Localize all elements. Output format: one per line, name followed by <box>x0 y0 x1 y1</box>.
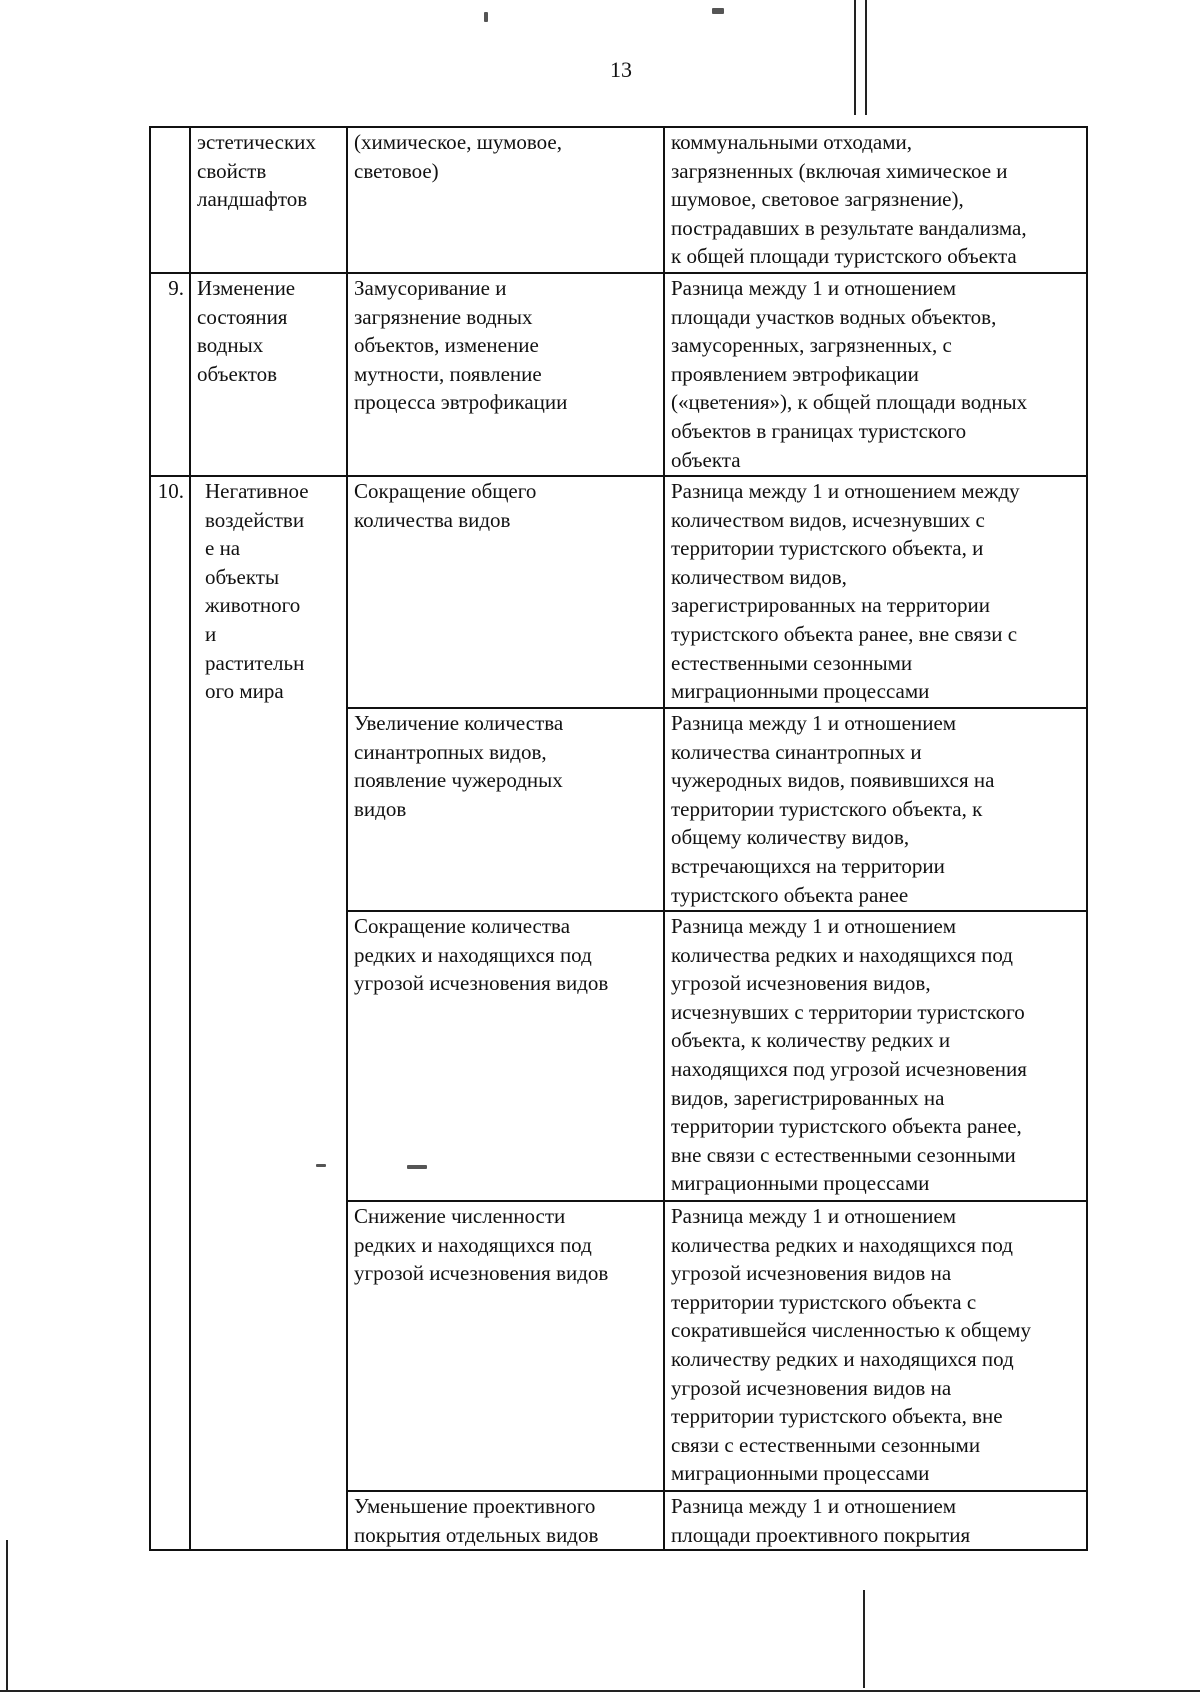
impact-type-text: Увеличение количества синантропных видов, появление чужеродных видов <box>354 711 564 821</box>
scan-speck <box>712 8 724 14</box>
table-row <box>150 273 1087 476</box>
scan-border-line <box>863 1590 865 1688</box>
impact-type-text: Снижение численности редких и находящихся под угрозой исчезновения видов <box>354 1204 609 1286</box>
table-row <box>150 476 1087 708</box>
impact-type-cell <box>347 1201 664 1491</box>
row-number-cell <box>150 476 190 1550</box>
indicator-cell <box>664 476 1087 708</box>
indicator-text: Разница между 1 и отношением количества редких и находящихся под угрозой исчезновения видов на территории туристского объекта с сократившейся численностью к общему количеству редких и находящихся под угрозой исчезновения видов на территории туристского объекта, вне связи с естественными сезонными миграционными процессами <box>671 1204 1031 1486</box>
impact-type-cell <box>347 476 664 708</box>
indicators-table <box>149 126 1088 1551</box>
indicator-cell <box>664 1201 1087 1491</box>
impact-type-text: Сокращение количества редких и находящихся под угрозой исчезновения видов <box>354 914 609 996</box>
row-number: 10. <box>157 479 184 503</box>
indicator-text: Разница между 1 и отношением площади проективного покрытия <box>671 1494 971 1547</box>
impact-object-text: Негативное воздействи е на объекты животного и раститeльн ого мира <box>205 479 309 704</box>
impact-type-text: (химическое, шумовое, световое) <box>354 130 562 183</box>
indicator-cell <box>664 127 1087 273</box>
indicator-text: Разница между 1 и отношением количества редких и находящихся под угрозой исчезновения видов, исчезнувших с территории туристского объекта, к количеству редких и находящихся под угрозой исчезновения видов, зарегистрированных на территории туристского объекта ранее, вне связи с естественными сезонными миграционными процессами <box>671 914 1027 1196</box>
impact-type-text: Сокращение общего количества видов <box>354 479 537 532</box>
page-number: 13 <box>610 57 632 82</box>
scan-speck <box>484 12 488 22</box>
indicator-text: Разница между 1 и отношением площади участков водных объектов, замусоренных, загрязненных, с проявлением эвтрофикации («цветения»), к общей площади водных объектов в границах туристского объекта <box>671 276 1028 472</box>
impact-type-text: Уменьшение проективного покрытия отдельных видов <box>354 1494 599 1547</box>
impact-object-text: эстетических свойств ландшафтов <box>197 130 316 212</box>
impact-object-cell <box>190 127 347 273</box>
indicator-cell <box>664 708 1087 911</box>
indicator-cell <box>664 1491 1087 1550</box>
indicator-text: Разница между 1 и отношением между количеством видов, исчезнувших с территории туристского объекта, и количеством видов, зарегистрированных на территории туристского объекта ранее, вне связи с естественными сезонными миграционными процессами <box>671 479 1020 704</box>
scan-border-line <box>854 0 856 115</box>
impact-object-text: Изменение состояния водных объектов <box>197 276 296 386</box>
row-number: 9. <box>168 276 184 300</box>
impact-type-cell <box>347 708 664 911</box>
impact-type-cell <box>347 127 664 273</box>
indicator-text: Разница между 1 и отношением количества синантропных и чужеродных видов, появившихся на территории туристского объекта, к общему количеству видов, встречающихся на территории туристского объекта ранее <box>671 711 995 907</box>
indicator-cell <box>664 273 1087 476</box>
scan-border-line <box>0 1690 1200 1692</box>
indicator-cell <box>664 911 1087 1201</box>
scan-border-line <box>6 1540 8 1690</box>
impact-object-cell <box>190 476 347 1550</box>
impact-type-text: Замусоривание и загрязнение водных объектов, изменение мутности, появление процесса эвтрофикации <box>354 276 568 415</box>
row-number-cell <box>150 273 190 476</box>
impact-object-cell <box>190 273 347 476</box>
scan-border-line <box>865 0 867 115</box>
indicator-text: коммунальными отходами, загрязненных (включая химическое и шумовое, световое загрязнение), пострадавших в результате вандализма, к общей площади туристского объекта <box>671 130 1027 269</box>
impact-type-cell <box>347 1491 664 1550</box>
row-number-cell <box>150 127 190 273</box>
impact-type-cell <box>347 911 664 1201</box>
impact-type-cell <box>347 273 664 476</box>
table-row <box>150 127 1087 273</box>
